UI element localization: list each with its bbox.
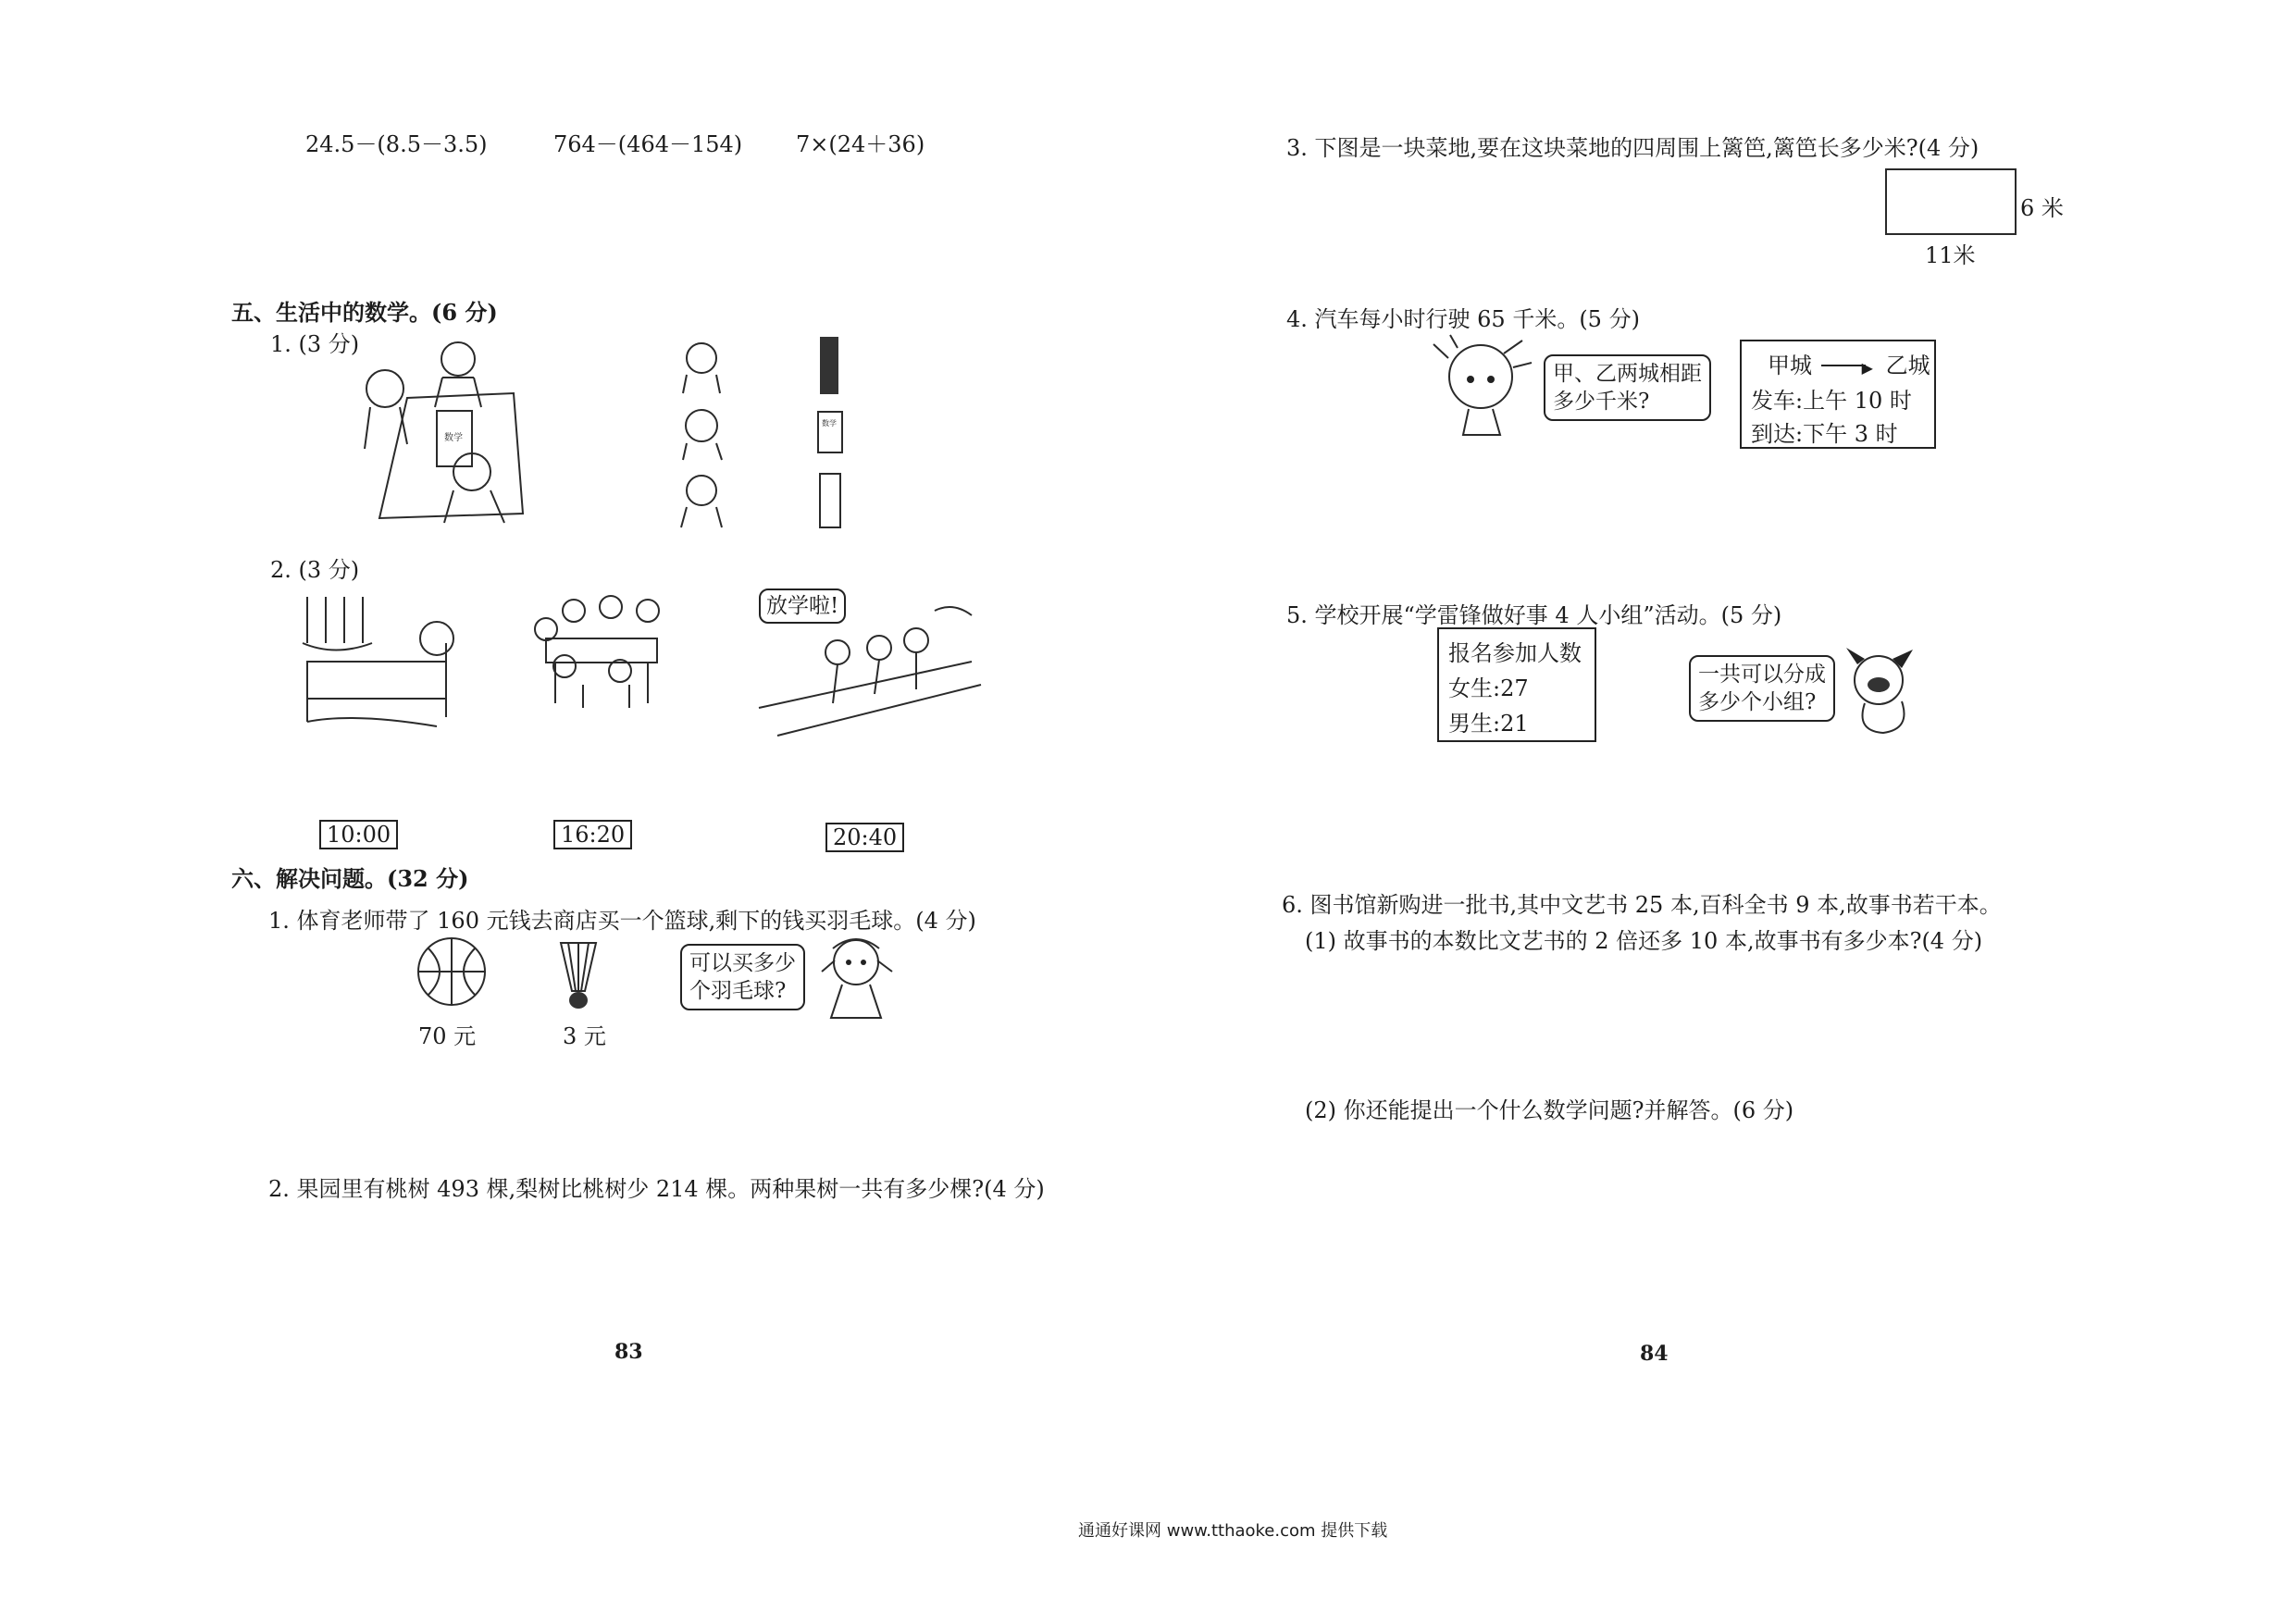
route-line	[1768, 347, 1930, 379]
plot-height-label: 6 米	[2020, 195, 2064, 221]
section-5-q1-label: 1. (3 分)	[270, 331, 360, 357]
question-4: 4. 汽车每小时行驶 65 千米。(5 分)	[1286, 306, 1640, 332]
view-option-faces	[676, 338, 740, 532]
basketball-icon	[415, 935, 489, 1009]
signup-title: 报名参加人数	[1448, 640, 1582, 666]
section-5-title: 五、生活中的数学。(6 分)	[231, 299, 498, 326]
classroom-scene-illustration	[518, 592, 685, 712]
girl-illustration	[814, 935, 898, 1027]
distance-speech-bubble	[1544, 354, 1711, 421]
shuttlecock-icon	[555, 939, 602, 1013]
time-box-2: 16:20	[553, 820, 632, 849]
shuttlecock-speech-bubble	[680, 944, 805, 1010]
group-speech-line-1: 一共可以分成	[1698, 663, 1826, 687]
question-6-part-2: (2) 你还能提出一个什么数学问题?并解答。(6 分)	[1305, 1097, 1794, 1123]
page-number-right: 84	[1640, 1342, 1669, 1366]
group-speech-bubble	[1689, 655, 1835, 722]
question-3: 3. 下图是一块菜地,要在这块菜地的四周围上篱笆,篱笆长多少米?(4 分)	[1286, 135, 1980, 161]
basketball-price: 70 元	[418, 1023, 477, 1049]
distance-speech-line-2: 多少千米?	[1553, 390, 1650, 414]
distance-speech-line-1: 甲、乙两城相距	[1553, 362, 1702, 386]
arrow-head-icon: ▶	[1861, 359, 1873, 377]
desk-scene-illustration	[352, 333, 555, 527]
footer-credit: 通通好课网 www.tthaoke.com 提供下载	[1078, 1521, 1388, 1541]
view-option-books	[814, 333, 851, 532]
question-5: 5. 学校开展“学雷锋做好事 4 人小组”活动。(5 分)	[1286, 602, 1782, 628]
page-number-left: 83	[614, 1340, 643, 1364]
section-5-q2-label: 2. (3 分)	[270, 557, 360, 583]
arrive-time: 到达:下午 3 时	[1751, 421, 1898, 447]
svg-text:数学: 数学	[444, 433, 463, 443]
to-city: 乙城	[1885, 353, 1930, 378]
vegetable-plot-rectangle	[1885, 168, 2017, 235]
expression-1: 24.5－(8.5－3.5)	[305, 131, 488, 157]
speech-line-1: 可以买多少	[689, 951, 796, 975]
sleeping-scene-illustration	[298, 588, 465, 736]
boys-count: 男生:21	[1448, 711, 1529, 737]
section-6-q1: 1. 体育老师带了 160 元钱去商店买一个篮球,剩下的钱买羽毛球。(4 分)	[268, 908, 976, 934]
expression-3: 7×(24＋36)	[796, 131, 925, 157]
route-arrow-icon	[1821, 365, 1866, 366]
expression-2: 764－(464－154)	[553, 131, 743, 157]
travel-info-box	[1740, 340, 1936, 449]
school-out-speech-bubble: 放学啦!	[759, 588, 846, 624]
time-box-1: 10:00	[319, 820, 398, 849]
from-city: 甲城	[1768, 353, 1812, 378]
plot-width-label: 11米	[1925, 242, 1976, 268]
question-6: 6. 图书馆新购进一批书,其中文艺书 25 本,百科全书 9 本,故事书若干本。	[1282, 892, 2002, 918]
depart-time: 发车:上午 10 时	[1751, 388, 1912, 414]
question-6-part-1: (1) 故事书的本数比文艺书的 2 倍还多 10 本,故事书有多少本?(4 分)	[1305, 928, 1983, 954]
section-6-q2: 2. 果园里有桃树 493 棵,梨树比桃树少 214 棵。两种果树一共有多少棵?(4 分)	[268, 1176, 1045, 1202]
cartoon-girl-illustration	[1430, 335, 1532, 437]
girls-count: 女生:27	[1448, 675, 1529, 701]
svg-text:数学: 数学	[822, 419, 837, 427]
shuttlecock-price: 3 元	[563, 1023, 606, 1049]
section-6-title: 六、解决问题。(32 分)	[231, 865, 469, 892]
speech-line-2: 个羽毛球?	[689, 979, 787, 1003]
group-speech-line-2: 多少个小组?	[1698, 690, 1817, 714]
cartoon-animal-illustration	[1837, 648, 1925, 736]
signup-count-box	[1437, 627, 1596, 742]
time-box-3: 20:40	[825, 823, 904, 852]
